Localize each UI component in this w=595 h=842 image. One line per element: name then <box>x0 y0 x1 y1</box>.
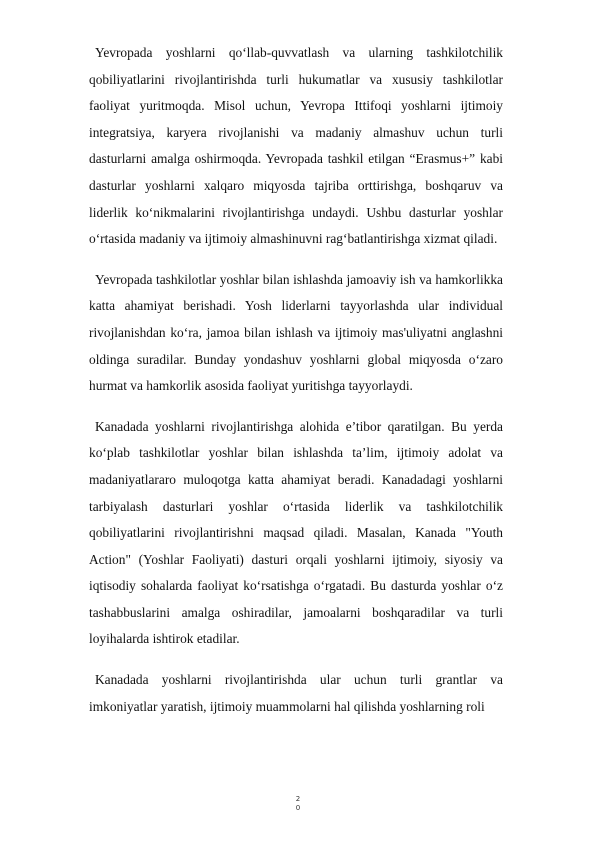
page-number-digit: 0 <box>295 804 301 812</box>
page-number <box>292 795 304 813</box>
paragraph-canada-youth-action: Kanadada yoshlarni rivojlantirishga alohida e’tibor qaratilgan. Bu yerda ko‘plab tashkilotlar yoshlar bilan ishlashda ta’lim, ijtimoiy adolat va madaniyatlararo muloqotga katta ahamiyat beradi. Kanadadagi yoshlarni tarbiyalash dasturlari yoshlar o‘rtasida liderlik va tashkilotchilik qobiliyatlarini rivojlantirishni maqsad qiladi. Masalan, Kanada "Youth Action" (Yoshlar Faoliyati) dasturi orqali yoshlarni ijtimoiy, siyosiy va iqtisodiy sohalarda faoliyat ko‘rsatishga o‘rgatadi. Bu dasturda yoshlar o‘z tashabbuslarini amalga oshiradilar, jamoalarni boshqaradilar va turli loyihalarda ishtirok etadilar. <box>89 418 503 647</box>
page-number-digit: 2 <box>295 795 301 803</box>
page-body <box>89 40 503 734</box>
paragraph-canada-grants: Kanadada yoshlarni rivojlantirishda ular uchun turli grantlar va imkoniyatlar yaratish, ijtimoiy muammolarni hal qilishda yoshlarning roli <box>89 672 503 714</box>
paragraph-europe-programs: Yevropada yoshlarni qo‘llab-quvvatlash va ularning tashkilotchilik qobiliyatlarini rivojlantirishda turli hukumatlar va xususiy tashkilotlar faoliyat yuritmoqda. Misol uchun, Yevropa Ittifoqi yoshlarni ijtimoiy integratsiya, karyera rivojlanishi va madaniy almashuv uchun turli dasturlarni amalga oshirmoqda. Yevropada tashkil etilgan “Erasmus+” kabi dasturlar yoshlarni xalqaro miqyosda tajriba orttirishga, boshqaruv va liderlik ko‘nikmalarini rivojlantirishga undaydi. Ushbu dasturlar yoshlar o‘rtasida madaniy va ijtimoiy almashinuvni rag‘batlantirishga xizmat qiladi. <box>89 45 503 247</box>
paragraph-europe-teamwork: Yevropada tashkilotlar yoshlar bilan ishlashda jamoaviy ish va hamkorlikka katta ahamiyat berishadi. Yosh liderlarni tayyorlashda ular individual rivojlanishdan ko‘ra, jamoa bilan ishlash va ijtimoiy mas'uliyatni anglashni oldinga suradilar. Bunday yondashuv yoshlarni global miqyosda o‘zaro hurmat va hamkorlik asosida faoliyat yuritishga tayyorlaydi. <box>89 271 503 394</box>
